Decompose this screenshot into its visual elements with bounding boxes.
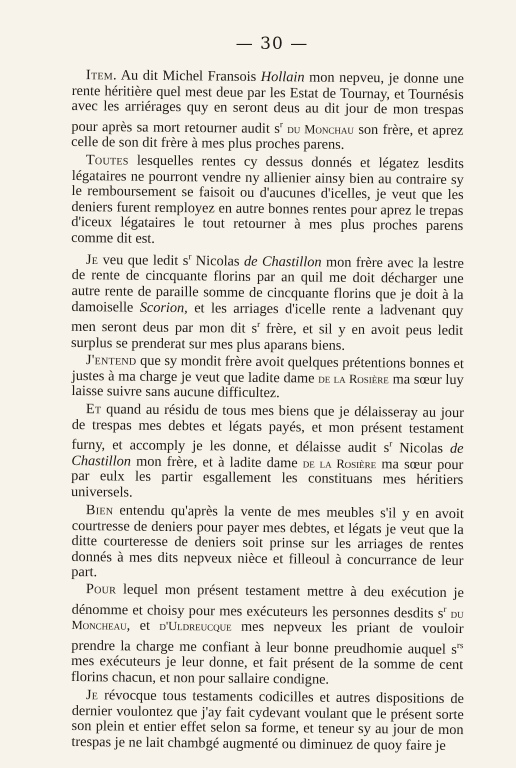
- italic-name: Scorion,: [139, 299, 188, 317]
- text-run: ma sœur luy laisse suivre sans aucune difficultez.: [71, 371, 464, 402]
- paragraph-lead-word: Je: [85, 686, 99, 703]
- text-run: Nicolas: [191, 253, 245, 270]
- small-caps-name: de la Rosière: [318, 371, 389, 387]
- text-run: révocque tous testaments codicilles et autres dispositions de dernier voulontez que j'ay fait cydevant voulant que le présent sorte son plein et entier effet selon sa forme, et teneur sy au jour de mon trespas je ne lait chambgé augmenté ou diminuez de quoy faire je: [71, 686, 464, 754]
- text-run: frère, et sil y en avoit peus ledit surplus se prenderat sur mes plus aparans biens.: [70, 321, 464, 354]
- text-run: mon nepveu, je donne une rente héritière quel mest deue par les Estat de Tournay, et Tournésis avec les arriérages quy en seront deus au dit jour de mon trespas pour après sa mort retourner audit s: [71, 69, 464, 137]
- superscript: r: [188, 251, 192, 262]
- paragraph: [71, 248, 464, 355]
- italic-name: Hollain: [260, 68, 305, 86]
- superscript: r: [257, 319, 261, 330]
- small-caps-name: de la Rosière: [302, 456, 377, 471]
- text-run: que sy mondit frère avoit quelques prétentions bonnes et justes à ma charge je veut que ladite dame: [71, 353, 464, 387]
- text-run: mon frère avec la lestre de rente de cincquante florins par an quil me doit décharger une autre rente de paraille somme de cincquante florins que je doit à la damoiselle: [71, 254, 464, 316]
- small-caps-name: d'Uldreucque: [159, 619, 232, 635]
- text-run: et les arriages d'icelle rente a ladvenant quy men seront deus par mon dit s: [71, 300, 464, 338]
- text-run: entendu qu'après la vente de mes meubles s'il y en avoit courtresse de deniers pour payer mes debtes, et légats je veut que la ditte courteresse de deniers soit prinse sur les arriages de rentes donnés à mes dits nepveux nièce et filleoul à concurrance de leur part.: [71, 501, 464, 581]
- text-run: lesquelles rentes cy dessus donnés et légatez lesdits légataires ne pourront vendre ny allienier ainsy bien au contraire sy le remboursement se faisoit ou d'aucunes d'icelles, je veut que les deniers furent remployez en autre bonnes rentes pour aprez le trepas d'iceux légataires le tout retourner à mes plus proches parens comme dit est.: [71, 152, 464, 247]
- text-run: Nicolas: [392, 440, 451, 458]
- text-run: , et: [126, 617, 160, 635]
- text-run: veu que ledit s: [98, 252, 189, 270]
- paragraph-lead-word: Bien: [85, 501, 114, 518]
- text-run: Au dit Michel Fransois: [116, 67, 261, 85]
- superscript: r: [443, 603, 447, 614]
- paragraph: [71, 582, 464, 689]
- paragraph-lead-word: Je: [85, 252, 99, 269]
- small-caps-name: du Monchau: [287, 121, 354, 137]
- paragraph: [71, 688, 464, 754]
- italic-name: de Chastillon: [71, 441, 464, 470]
- superscript: r: [279, 118, 283, 129]
- paragraph: [71, 503, 464, 585]
- superscript: rs: [456, 640, 464, 651]
- paragraph-lead-word: Et: [85, 401, 102, 418]
- text-run: quand au résidu de tous mes biens que je délaisseray au jour de trespas mes debtes et légats payés, et mon présent testament furny, et accomply je les donne, et délaisse audit s: [71, 401, 464, 457]
- page-number: — 30 —: [235, 34, 309, 54]
- superscript: r: [389, 438, 393, 449]
- body-text: [70, 67, 464, 754]
- paragraph-lead-word: Item.: [85, 67, 117, 84]
- paragraph-lead-word: Toutes: [85, 151, 129, 169]
- text-run: lequel mon présent testament mettre à deu exécution je dénomme et choisy pour mes exécuteurs les personnes desdits s: [71, 581, 464, 622]
- text-run: ma sœur pour par eulx les partir esgallement les constituans mes héritiers universels.: [70, 455, 464, 501]
- text-run: mon frère, et à ladite dame: [130, 453, 303, 472]
- paragraph: [71, 153, 464, 251]
- small-caps-name: du Moncheau: [71, 606, 464, 633]
- italic-name: de Chastillon: [243, 253, 322, 271]
- paragraph: [71, 68, 464, 155]
- text-run: mes exécuteurs je leur donne, et fait présent de la somme de cent florins chacun, et non pour sallaire condigne.: [70, 653, 464, 688]
- text-run: mes nepveux les priant de vouloir prendre la charge me confiant à leur bonne preudhomie auquel s: [71, 619, 464, 658]
- paragraph-lead-word: J'entend: [85, 352, 137, 370]
- paragraph: [72, 353, 464, 404]
- paragraph: [71, 402, 464, 504]
- text-run: son frère, et aprez celle de son dit frère à mes plus proches parens.: [71, 121, 464, 153]
- paragraph-lead-word: Pour: [85, 581, 117, 598]
